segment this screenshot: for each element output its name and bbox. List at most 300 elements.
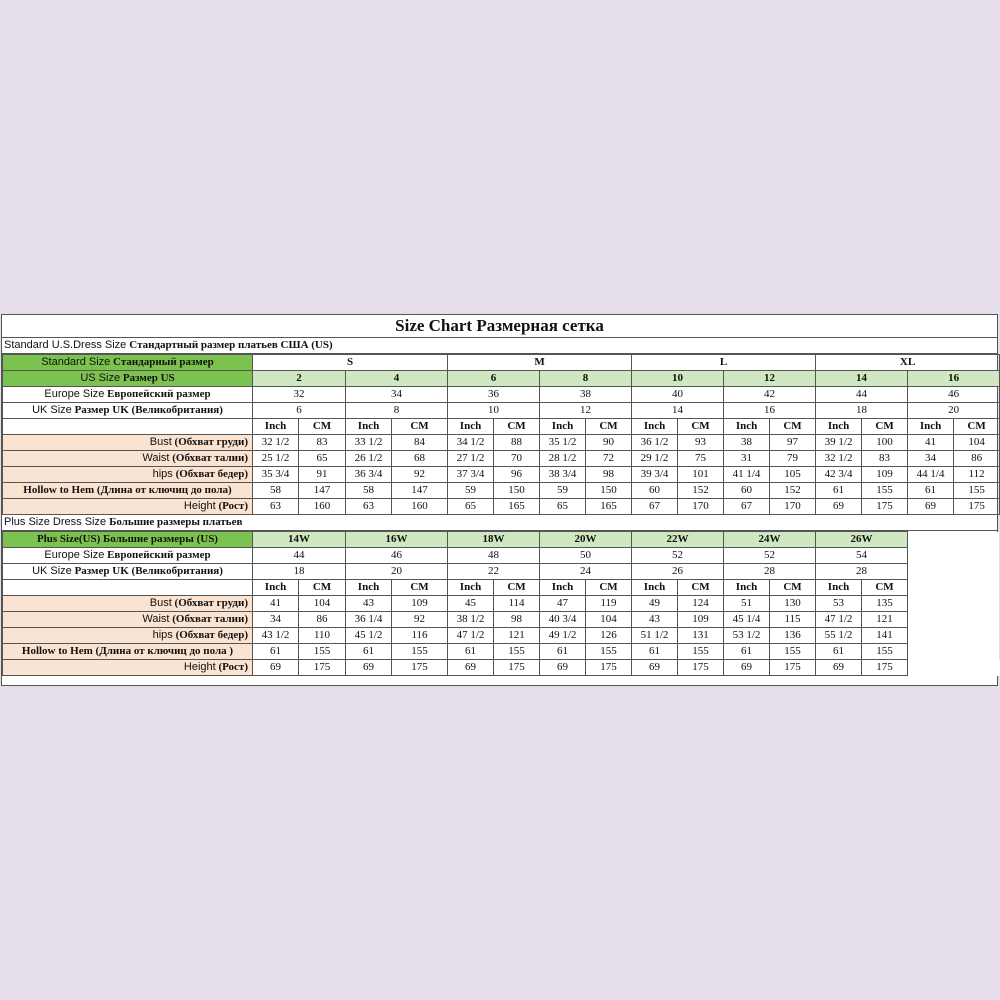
measure-cell: 61 (253, 644, 299, 660)
empty-cell (908, 644, 1000, 660)
row-label-ru: (Длина от ключиц до пола) (96, 484, 232, 496)
measure-cell: 155 (299, 644, 346, 660)
uk-size-cell: 20 (908, 403, 1000, 419)
standard-heading-ru: Стандартный размер платьев США (US) (129, 339, 333, 351)
unit-cm: CM (862, 419, 908, 435)
measure-cell: 49 1/2 (540, 628, 586, 644)
measure-cell: 72 (586, 451, 632, 467)
measure-cell: 175 (862, 499, 908, 515)
plus-size-label: Plus Size(US) Большие размеры (US) (3, 532, 253, 548)
measure-cell: 45 1/2 (346, 628, 392, 644)
measure-cell: 98 (494, 612, 540, 628)
measure-cell: 51 1/2 (632, 628, 678, 644)
measure-cell: 51 (724, 596, 770, 612)
empty-cell (908, 596, 1000, 612)
measure-cell: 40 3/4 (540, 612, 586, 628)
uk-size-cell: 28 (724, 564, 816, 580)
unit-cm: CM (862, 580, 908, 596)
measure-cell: 104 (586, 612, 632, 628)
unit-label-blank (3, 580, 253, 596)
row-label-en: US Size (80, 372, 121, 384)
unit-cm: CM (494, 419, 540, 435)
row-label (3, 387, 253, 403)
measure-cell: 70 (494, 451, 540, 467)
uk-size-cell: 12 (540, 403, 632, 419)
measure-cell: 36 3/4 (346, 467, 392, 483)
row-label (3, 612, 253, 628)
row-label-ru: (Рост) (218, 661, 248, 673)
measure-cell: 116 (392, 628, 448, 644)
unit-cm: CM (586, 580, 632, 596)
measure-cell: 63 (346, 499, 392, 515)
row-label (3, 499, 253, 515)
unit-inch: Inch (253, 580, 299, 596)
measure-cell: 59 (448, 483, 494, 499)
measure-cell: 96 (494, 467, 540, 483)
measure-cell: 109 (392, 596, 448, 612)
measure-cell: 175 (678, 660, 724, 676)
measure-cell: 61 (908, 483, 954, 499)
row-label (3, 596, 253, 612)
plus-uk-size-row (3, 564, 1000, 580)
measure-cell: 83 (862, 451, 908, 467)
plus-size-cell: 22W (632, 532, 724, 548)
row-label-en: Europe Size (44, 388, 105, 400)
measure-cell: 69 (816, 499, 862, 515)
plus-measure-row (3, 660, 1000, 676)
us-size-cell: 10 (632, 371, 724, 387)
row-label-ru: Размер UK (Великобритания) (74, 404, 223, 416)
row-label-ru: Размер US (122, 372, 175, 384)
row-label-ru: (Длина от ключиц до пола ) (95, 645, 234, 657)
uk-size-cell: 10 (448, 403, 540, 419)
europe-size-cell: 38 (540, 387, 632, 403)
uk-size-cell: 26 (632, 564, 724, 580)
unit-inch: Inch (448, 419, 494, 435)
measure-cell: 147 (299, 483, 346, 499)
plus-heading-en: Plus Size Dress Size (4, 516, 107, 528)
measure-cell: 47 1/2 (816, 612, 862, 628)
measure-cell: 41 1/4 (724, 467, 770, 483)
size-chart (1, 314, 998, 686)
europe-size-cell: 40 (632, 387, 724, 403)
plus-size-row (3, 532, 1000, 548)
europe-size-cell: 32 (253, 387, 346, 403)
measure-cell: 32 1/2 (253, 435, 299, 451)
row-label-en: hips (152, 468, 173, 480)
measure-cell: 155 (954, 483, 1000, 499)
unit-cm: CM (299, 419, 346, 435)
europe-size-cell: 52 (632, 548, 724, 564)
measure-cell: 130 (770, 596, 816, 612)
europe-size-cell: 34 (346, 387, 448, 403)
row-label-en: Europe Size (44, 549, 105, 561)
measure-cell: 32 1/2 (816, 451, 862, 467)
measure-cell: 35 3/4 (253, 467, 299, 483)
measure-cell: 155 (392, 644, 448, 660)
plus-heading (2, 515, 997, 531)
measure-cell: 126 (586, 628, 632, 644)
measure-cell: 33 1/2 (346, 435, 392, 451)
measure-cell: 39 3/4 (632, 467, 678, 483)
measure-cell: 175 (770, 660, 816, 676)
unit-inch: Inch (816, 580, 862, 596)
unit-inch: Inch (724, 419, 770, 435)
us-size-cell: 12 (724, 371, 816, 387)
std-size-cell: M (448, 355, 632, 371)
europe-size-cell: 42 (724, 387, 816, 403)
uk-size-cell: 28 (816, 564, 908, 580)
measure-cell: 58 (346, 483, 392, 499)
measure-cell: 79 (770, 451, 816, 467)
row-label-en: Waist (142, 452, 170, 464)
measure-row (3, 435, 1000, 451)
plus-unit-row (3, 580, 1000, 596)
row-label-ru: (Обхват груди) (174, 436, 248, 448)
row-label (3, 564, 253, 580)
measure-cell: 69 (540, 660, 586, 676)
europe-size-cell: 44 (253, 548, 346, 564)
plus-measure-row (3, 644, 1000, 660)
measure-cell: 69 (448, 660, 494, 676)
measure-cell: 105 (770, 467, 816, 483)
uk-size-cell: 24 (540, 564, 632, 580)
measure-cell: 115 (770, 612, 816, 628)
measure-cell: 61 (448, 644, 494, 660)
measure-cell: 38 1/2 (448, 612, 494, 628)
unit-cm: CM (954, 419, 1000, 435)
measure-cell: 47 1/2 (448, 628, 494, 644)
uk-size-cell: 14 (632, 403, 724, 419)
measure-cell: 104 (954, 435, 1000, 451)
measure-cell: 75 (678, 451, 724, 467)
measure-cell: 42 3/4 (816, 467, 862, 483)
europe-size-cell: 44 (816, 387, 908, 403)
row-label-en: Height (183, 500, 216, 512)
row-label-ru: Стандарный размер (113, 356, 214, 368)
measure-cell: 35 1/2 (540, 435, 586, 451)
row-label (3, 371, 253, 387)
us-size-cell: 6 (448, 371, 540, 387)
measure-cell: 27 1/2 (448, 451, 494, 467)
plus-europe-size-row (3, 548, 1000, 564)
measure-cell: 170 (678, 499, 724, 515)
measure-cell: 160 (392, 499, 448, 515)
measure-cell: 109 (862, 467, 908, 483)
unit-inch: Inch (632, 419, 678, 435)
measure-cell: 119 (586, 596, 632, 612)
unit-inch: Inch (632, 580, 678, 596)
measure-cell: 155 (678, 644, 724, 660)
us-size-cell: 4 (346, 371, 448, 387)
measure-cell: 121 (862, 612, 908, 628)
measure-cell: 104 (299, 596, 346, 612)
measure-cell: 38 3/4 (540, 467, 586, 483)
measure-cell: 86 (299, 612, 346, 628)
measure-row (3, 451, 1000, 467)
us-size-cell: 16 (908, 371, 1000, 387)
measure-cell: 69 (908, 499, 954, 515)
measure-cell: 41 (908, 435, 954, 451)
measure-cell: 58 (253, 483, 299, 499)
measure-cell: 175 (494, 660, 540, 676)
measure-cell: 175 (299, 660, 346, 676)
measure-cell: 31 (724, 451, 770, 467)
row-label-ru: Европейский размер (107, 549, 211, 561)
measure-cell: 170 (770, 499, 816, 515)
uk-size-row (3, 403, 1000, 419)
row-label (3, 548, 253, 564)
measure-cell: 160 (299, 499, 346, 515)
unit-inch: Inch (908, 419, 954, 435)
measure-cell: 68 (392, 451, 448, 467)
measure-cell: 83 (299, 435, 346, 451)
row-label (3, 467, 253, 483)
measure-cell: 38 (724, 435, 770, 451)
measure-cell: 141 (862, 628, 908, 644)
uk-size-cell: 22 (448, 564, 540, 580)
measure-cell: 37 3/4 (448, 467, 494, 483)
measure-cell: 165 (586, 499, 632, 515)
row-label (3, 660, 253, 676)
unit-inch: Inch (724, 580, 770, 596)
row-label (3, 483, 253, 499)
measure-cell: 69 (816, 660, 862, 676)
europe-size-cell: 52 (724, 548, 816, 564)
row-label (3, 355, 253, 371)
plus-measure-row (3, 596, 1000, 612)
measure-cell: 43 1/2 (253, 628, 299, 644)
standard-heading-en: Standard U.S.Dress Size (4, 339, 127, 351)
measure-cell: 60 (724, 483, 770, 499)
europe-size-row (3, 387, 1000, 403)
measure-cell: 61 (346, 644, 392, 660)
plus-size-cell: 14W (253, 532, 346, 548)
measure-cell: 175 (392, 660, 448, 676)
row-label-ru: Европейский размер (107, 388, 211, 400)
unit-inch: Inch (346, 580, 392, 596)
measure-cell: 61 (816, 644, 862, 660)
europe-size-cell: 46 (908, 387, 1000, 403)
measure-cell: 44 1/4 (908, 467, 954, 483)
measure-cell: 86 (954, 451, 1000, 467)
measure-cell: 152 (770, 483, 816, 499)
measure-cell: 100 (862, 435, 908, 451)
measure-cell: 135 (862, 596, 908, 612)
measure-row (3, 467, 1000, 483)
plus-size-cell: 16W (346, 532, 448, 548)
measure-cell: 131 (678, 628, 724, 644)
measure-cell: 34 1/2 (448, 435, 494, 451)
row-label (3, 435, 253, 451)
measure-cell: 61 (540, 644, 586, 660)
row-label-ru: (Обхват талии) (172, 452, 248, 464)
row-label (3, 628, 253, 644)
row-label-ru: (Обхват груди) (174, 597, 248, 609)
plus-measure-row (3, 628, 1000, 644)
measure-cell: 150 (494, 483, 540, 499)
plus-heading-ru: Большие размеры платьев (109, 516, 243, 528)
europe-size-cell: 54 (816, 548, 908, 564)
us-size-row (3, 371, 1000, 387)
unit-inch: Inch (253, 419, 299, 435)
measure-cell: 150 (586, 483, 632, 499)
empty-cell (908, 564, 1000, 580)
measure-cell: 155 (494, 644, 540, 660)
empty-cell (908, 532, 1000, 548)
row-label-en: UK Size (32, 404, 72, 416)
measure-cell: 155 (770, 644, 816, 660)
uk-size-cell: 16 (724, 403, 816, 419)
row-label-en: Hollow to Hem (23, 484, 95, 496)
measure-cell: 109 (678, 612, 724, 628)
unit-inch: Inch (816, 419, 862, 435)
row-label-ru: (Обхват талии) (172, 613, 248, 625)
measure-row (3, 483, 1000, 499)
measure-cell: 69 (632, 660, 678, 676)
unit-cm: CM (392, 580, 448, 596)
row-label-ru: (Обхват бедер) (175, 629, 248, 641)
plus-size-cell: 20W (540, 532, 632, 548)
measure-cell: 112 (954, 467, 1000, 483)
uk-size-cell: 8 (346, 403, 448, 419)
row-label-ru: (Обхват бедер) (175, 468, 248, 480)
row-label-ru: Размер UK (Великобритания) (74, 565, 223, 577)
measure-cell: 114 (494, 596, 540, 612)
unit-label-blank (3, 419, 253, 435)
measure-cell: 67 (632, 499, 678, 515)
measure-cell: 39 1/2 (816, 435, 862, 451)
measure-cell: 65 (299, 451, 346, 467)
measure-cell: 93 (678, 435, 724, 451)
empty-cell (908, 628, 1000, 644)
measure-cell: 69 (253, 660, 299, 676)
row-label-ru: (Рост) (218, 500, 248, 512)
measure-cell: 61 (724, 644, 770, 660)
measure-cell: 60 (632, 483, 678, 499)
measure-cell: 67 (724, 499, 770, 515)
measure-cell: 65 (540, 499, 586, 515)
measure-cell: 45 1/4 (724, 612, 770, 628)
measure-cell: 47 (540, 596, 586, 612)
plus-size-table (2, 531, 1000, 676)
standard-size-row (3, 355, 1000, 371)
measure-cell: 45 (448, 596, 494, 612)
measure-cell: 88 (494, 435, 540, 451)
measure-cell: 69 (724, 660, 770, 676)
unit-cm: CM (586, 419, 632, 435)
measure-cell: 91 (299, 467, 346, 483)
row-label-en: UK Size (32, 565, 72, 577)
measure-cell: 41 (253, 596, 299, 612)
unit-cm: CM (299, 580, 346, 596)
plus-size-cell: 26W (816, 532, 908, 548)
measure-cell: 110 (299, 628, 346, 644)
unit-inch: Inch (448, 580, 494, 596)
uk-size-cell: 18 (253, 564, 346, 580)
std-size-cell: XL (816, 355, 1000, 371)
measure-cell: 92 (392, 612, 448, 628)
measure-cell: 65 (448, 499, 494, 515)
measure-cell: 101 (678, 467, 724, 483)
plus-measure-row (3, 612, 1000, 628)
measure-cell: 152 (678, 483, 724, 499)
measure-cell: 43 (632, 612, 678, 628)
plus-size-cell: 24W (724, 532, 816, 548)
measure-cell: 155 (862, 644, 908, 660)
unit-cm: CM (494, 580, 540, 596)
measure-cell: 165 (494, 499, 540, 515)
row-label (3, 403, 253, 419)
chart-title: Size Chart Размерная сетка (2, 315, 997, 338)
std-size-cell: S (253, 355, 448, 371)
measure-cell: 29 1/2 (632, 451, 678, 467)
row-label-en: Hollow to Hem (21, 645, 93, 657)
measure-cell: 69 (346, 660, 392, 676)
us-size-cell: 2 (253, 371, 346, 387)
unit-cm: CM (770, 419, 816, 435)
unit-inch: Inch (540, 580, 586, 596)
std-size-cell: L (632, 355, 816, 371)
measure-cell: 84 (392, 435, 448, 451)
plus-size-cell: 18W (448, 532, 540, 548)
measure-cell: 36 1/4 (346, 612, 392, 628)
measure-cell: 34 (253, 612, 299, 628)
row-label-en: Standard Size (41, 356, 111, 368)
measure-cell: 53 (816, 596, 862, 612)
uk-size-cell: 18 (816, 403, 908, 419)
measure-cell: 175 (954, 499, 1000, 515)
measure-cell: 147 (392, 483, 448, 499)
measure-cell: 155 (586, 644, 632, 660)
measure-cell: 26 1/2 (346, 451, 392, 467)
measure-row (3, 499, 1000, 515)
row-label-en: Bust (149, 597, 172, 609)
measure-cell: 155 (862, 483, 908, 499)
unit-cm: CM (770, 580, 816, 596)
measure-cell: 43 (346, 596, 392, 612)
measure-cell: 59 (540, 483, 586, 499)
us-size-cell: 8 (540, 371, 632, 387)
unit-cm: CM (678, 580, 724, 596)
row-label (3, 644, 253, 660)
uk-size-cell: 6 (253, 403, 346, 419)
measure-cell: 90 (586, 435, 632, 451)
measure-cell: 49 (632, 596, 678, 612)
measure-cell: 98 (586, 467, 632, 483)
measure-cell: 136 (770, 628, 816, 644)
unit-cm: CM (392, 419, 448, 435)
row-label-en: Bust (149, 436, 172, 448)
measure-cell: 55 1/2 (816, 628, 862, 644)
europe-size-cell: 48 (448, 548, 540, 564)
row-label-en: hips (152, 629, 173, 641)
empty-cell (908, 612, 1000, 628)
measure-cell: 175 (586, 660, 632, 676)
measure-cell: 61 (632, 644, 678, 660)
row-label-en: Waist (142, 613, 170, 625)
unit-cm: CM (678, 419, 724, 435)
empty-cell (908, 660, 1000, 676)
europe-size-cell: 50 (540, 548, 632, 564)
measure-cell: 25 1/2 (253, 451, 299, 467)
measure-cell: 124 (678, 596, 724, 612)
europe-size-cell: 46 (346, 548, 448, 564)
unit-inch: Inch (346, 419, 392, 435)
measure-cell: 34 (908, 451, 954, 467)
measure-cell: 92 (392, 467, 448, 483)
unit-inch: Inch (540, 419, 586, 435)
